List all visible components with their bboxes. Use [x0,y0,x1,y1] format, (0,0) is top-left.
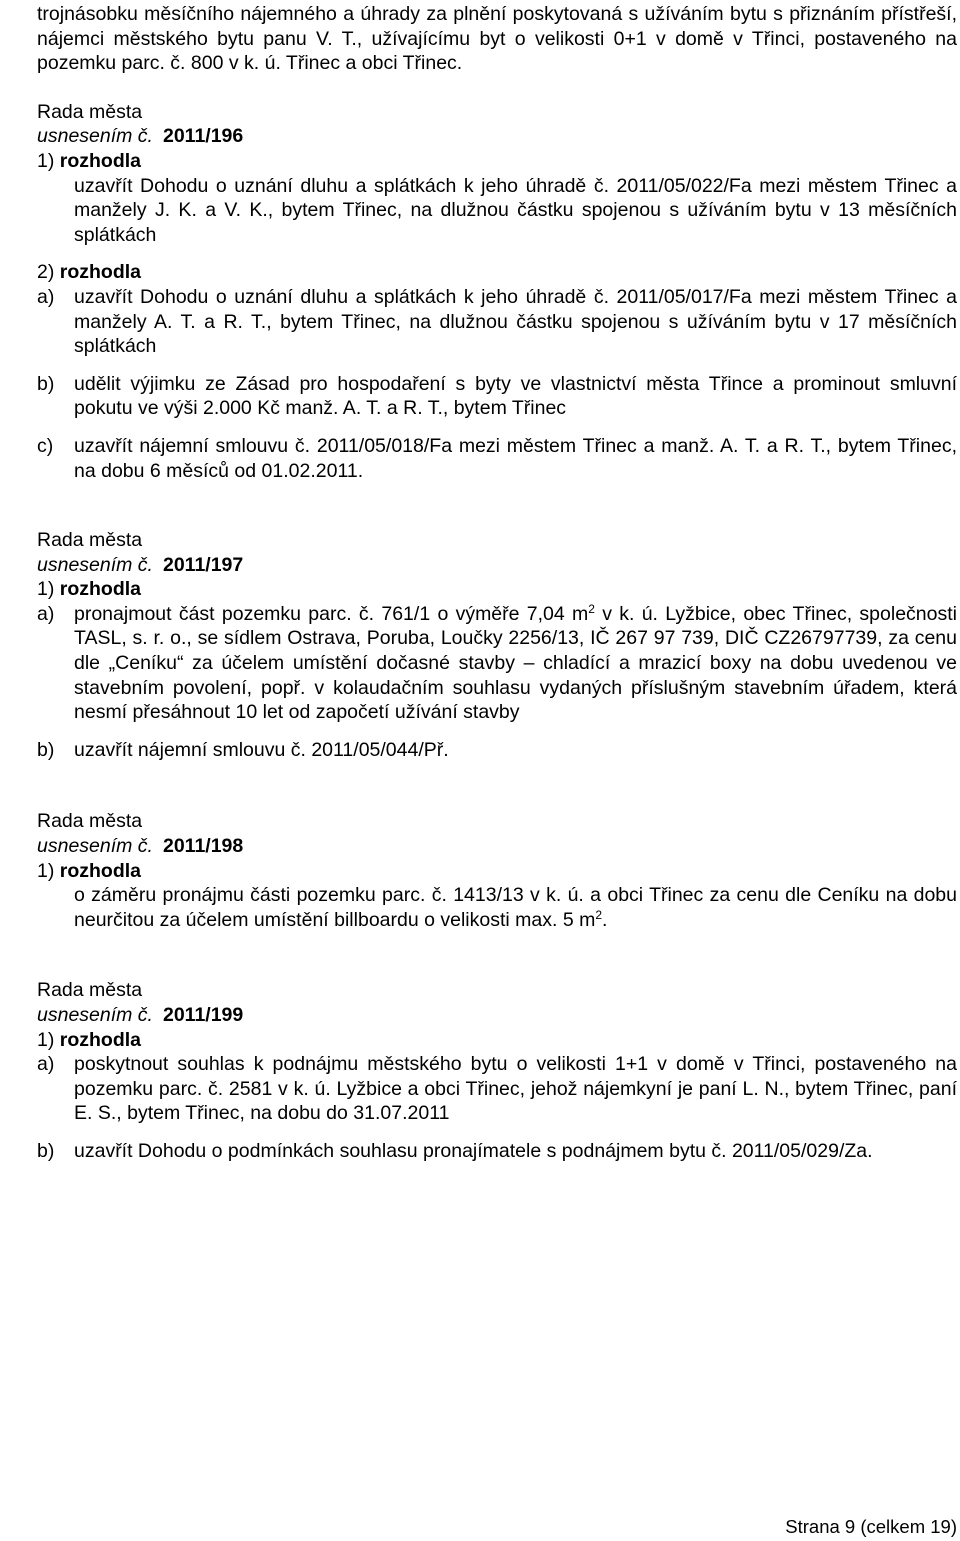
decision-1-text [37,883,957,932]
item-text-part: . [602,908,608,931]
resolution-label: usnesením č. [37,1004,153,1026]
decision-1-item-b [37,738,957,763]
decision-number: 1) [37,1028,55,1051]
decision-1-item-b [37,1139,957,1164]
resolution-number-line [37,834,957,859]
item-label: b) [37,1139,55,1162]
superscript: 2 [595,907,603,922]
decision-1-item-a [37,1052,957,1126]
resolution-2011-197 [37,528,957,762]
decision-1-item-a [37,602,957,725]
decision-1-heading [37,577,957,602]
council-heading: Rada města [37,810,143,833]
page-number-footer: Strana 9 (celkem 19) [785,1516,957,1537]
item-text: poskytnout souhlas k podnájmu městského bytu o velikosti 1+1 v domě v Třinci, postaveného na pozemku parc. č. 2581 v k. ú. Lyžbice a obci Třinec, jehož nájemkyní je paní L. N., bytem Třinec, paní E. S., bytem Třinec, na dobu do 31.07.2011 [74,1053,957,1125]
decision-word: rozhodla [59,1028,142,1051]
superscript: 2 [588,601,595,616]
resolution-2011-198 [37,809,957,932]
decision-2-item-a [37,285,957,359]
document-page [37,0,957,1541]
resolution-2011-196 [37,100,957,483]
decision-word: rozhodla [59,578,142,601]
resolution-label: usnesením č. [37,835,153,858]
resolution-number-line [37,124,957,149]
decision-2-item-c [37,434,957,483]
resolution-2011-199 [37,978,957,1163]
decision-word: rozhodla [59,859,142,882]
item-text-part: v k. ú. Lyžbice, obec Třinec, společnosti TASL, s. r. o., se sídlem Ostrava, Poruba, Loučky 2256/13, IČ 267 97 739, DIČ CZ26797739, za cenu dle „Ceníku“ za účelem umístění dočasné stavby – chladící a mrazicí boxy na dobu uvedenou ve stavebním povolení, popř. v kolaudačním souhlasu vydaných příslušným stavebním úřadem, která nesmí přesáhnout 10 let od započetí užívání stavby [74,602,957,724]
item-label: a) [37,602,55,625]
item-text: uzavřít Dohodu o podmínkách souhlasu pronajímatele s podnájmem bytu č. 2011/05/029/Za. [74,1139,873,1162]
item-label: a) [37,1053,55,1076]
resolution-number: 2011/199 [162,1004,244,1026]
council-heading: Rada města [37,529,143,552]
decision-word: rozhodla [59,261,142,284]
item-label: c) [37,434,54,457]
decision-number: 1) [37,859,55,882]
item-text-part: pronajmout část pozemku parc. č. 761/1 o výměře 7,04 m [74,602,589,625]
resolution-number-line [37,553,957,578]
intro-paragraph: trojnásobku měsíčního nájemného a úhrady za plnění poskytovaná s užíváním bytu s přiznáním přístřeší, nájemci městského bytu panu V. T., užívajícímu byt o velikosti 0+1 v domě v Třinci, postaveného na pozemku parc. č. 800 v k. ú. Třinec a obci Třinec. [37,3,957,75]
resolution-number: 2011/198 [162,835,244,858]
item-text: uzavřít Dohodu o uznání dluhu a splátkách k jeho úhradě č. 2011/05/017/Fa mezi městem Třinec a manžely A. T. a R. T., bytem Třinec, na dlužnou částku spojenou s užíváním bytu v 17 měsíčních splátkách [74,285,957,358]
resolution-label: usnesením č. [37,553,153,576]
decision-number: 1) [37,149,55,172]
decision-number: 1) [37,578,55,601]
resolution-number-line [37,1003,957,1028]
resolution-label: usnesením č. [37,125,153,148]
item-text: uzavřít nájemní smlouvu č. 2011/05/044/Př. [74,738,449,761]
item-label: b) [37,372,55,395]
item-text: uzavřít nájemní smlouvu č. 2011/05/018/Fa mezi městem Třinec a manž. A. T. a R. T., bytem Třinec, na dobu 6 měsíců od 01.02.2011. [74,434,957,482]
resolution-number: 2011/197 [162,553,244,576]
decision-1-heading [37,859,957,884]
item-label: b) [37,738,55,761]
council-heading: Rada města [37,100,143,123]
resolution-number: 2011/196 [162,125,244,148]
decision-1-heading [37,1028,957,1053]
decision-2-item-b [37,372,957,421]
item-text: udělit výjimku ze Zásad pro hospodaření s byty ve vlastnictví města Třince a prominout smluvní pokutu ve výši 2.000 Kč manž. A. T. a R. T., bytem Třinec [74,372,957,420]
decision-1-text: uzavřít Dohodu o uznání dluhu a splátkách k jeho úhradě č. 2011/05/022/Fa mezi městem Třinec a manžely J. K. a V. K., bytem Třinec, na dlužnou částku spojenou s užíváním bytu v 13 měsíčních splátkách [74,174,957,246]
item-text [74,602,957,725]
item-label: a) [37,285,55,308]
decision-1-heading [37,149,957,174]
item-text-part: o záměru pronájmu části pozemku parc. č. 1413/13 v k. ú. a obci Třinec za cenu dle Ceníku na dobu neurčitou za účelem umístění billboardu o velikosti max. 5 m [74,884,957,931]
decision-number: 2) [37,261,55,284]
decision-2-heading [37,260,957,285]
decision-word: rozhodla [59,149,142,172]
council-heading: Rada města [37,979,143,1002]
